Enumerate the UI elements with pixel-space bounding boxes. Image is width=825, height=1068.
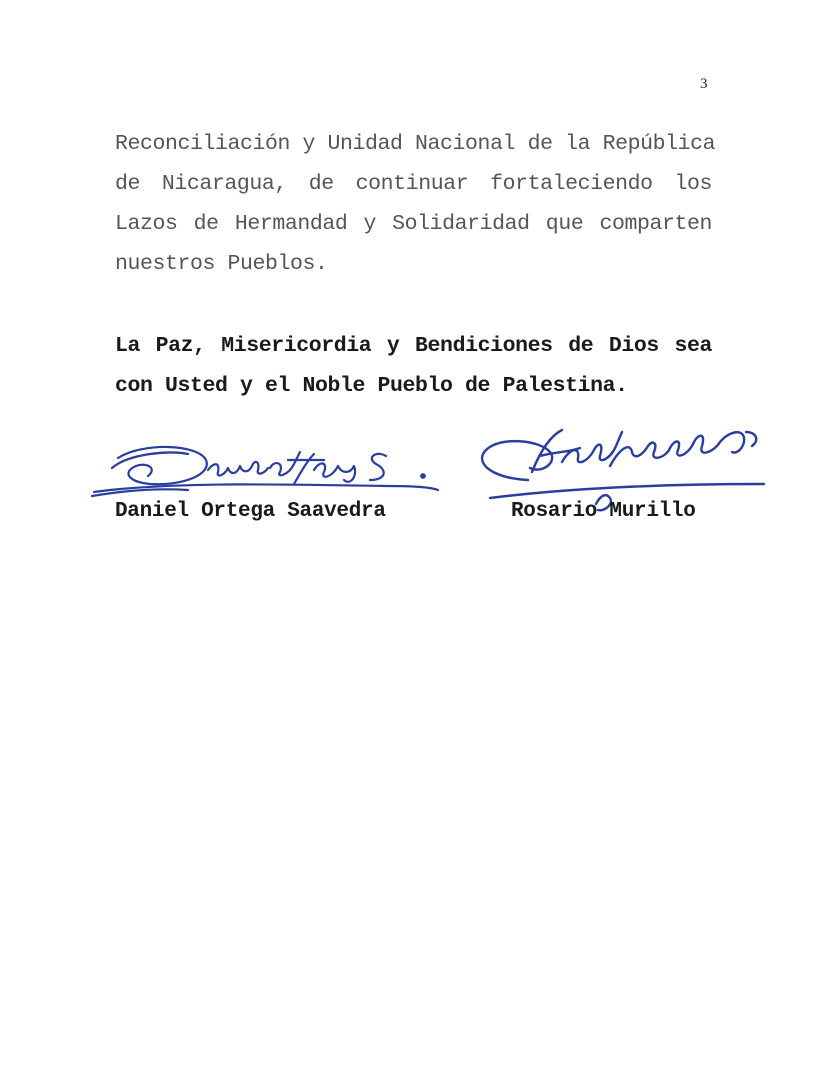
signature-daniel-ortega	[88, 430, 448, 510]
signatory-name-daniel: Daniel Ortega Saavedra	[115, 500, 386, 523]
body-paragraph	[115, 124, 716, 284]
closing-line: La Paz, Misericordia y Bendiciones de Dios sea	[115, 334, 712, 358]
page-number: 3	[700, 76, 708, 92]
body-line: nuestros Pueblos.	[115, 252, 328, 276]
closing-blessing	[115, 326, 712, 406]
closing-line: con Usted y el Noble Pueblo de Palestina.	[115, 374, 628, 398]
signatory-name-rosario: Rosario Murillo	[511, 500, 696, 523]
body-line: Lazos de Hermandad y Solidaridad que comparten	[115, 212, 712, 236]
body-line: de Nicaragua, de continuar fortaleciendo los	[115, 172, 712, 196]
body-line: Reconciliación y Unidad Nacional de la República	[115, 132, 716, 156]
